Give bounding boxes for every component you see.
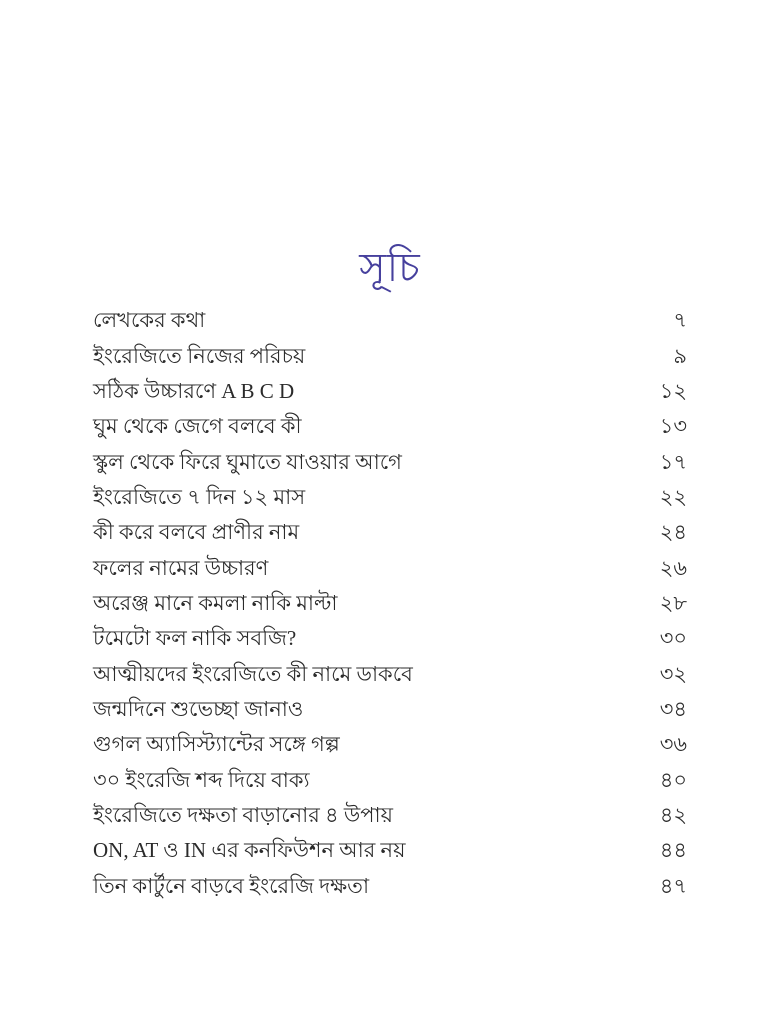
toc-entry-page: ১৩: [659, 414, 687, 439]
toc-entry-label: ইংরেজিতে নিজের পরিচয়: [93, 343, 306, 368]
toc-entry: [93, 551, 687, 586]
toc-entry: [93, 693, 687, 728]
toc-entry-page: ৭: [673, 308, 687, 333]
toc-entry-label: গুগল অ্যাসিস্ট্যান্টের সঙ্গে গল্প: [93, 732, 340, 757]
toc-entry-page: ৪০: [659, 767, 687, 792]
toc-entry-page: ৯: [673, 343, 687, 368]
page-title: সূচি: [359, 245, 421, 290]
toc-entry: [93, 587, 687, 622]
toc-entry-label: স্কুল থেকে ফিরে ঘুমাতে যাওয়ার আগে: [93, 449, 402, 474]
toc-entry-page: ২৬: [659, 555, 687, 580]
toc-entry: [93, 763, 687, 798]
toc-entry-page: ৪৭: [659, 873, 687, 898]
toc-entry-label: ৩০ ইংরেজি শব্দ দিয়ে বাক্য: [93, 767, 310, 792]
toc-entry-page: ৩৬: [659, 732, 687, 757]
toc-entry-page: ৩০: [659, 626, 687, 651]
toc-entry: [93, 657, 687, 692]
toc-entry-label: তিন কার্টুনে বাড়বে ইংরেজি দক্ষতা: [93, 873, 370, 898]
toc-entry-page: ৪২: [659, 802, 687, 827]
toc-entry-label: অরেঞ্জ মানে কমলা নাকি মাল্টা: [93, 590, 338, 615]
toc-entry: [93, 870, 687, 905]
toc-entry-label: জন্মদিনে শুভেচ্ছা জানাও: [93, 696, 304, 721]
toc-entry: [93, 445, 687, 480]
toc-entry-page: ২২: [659, 484, 687, 509]
toc-entry-label: ইংরেজিতে দক্ষতা বাড়ানোর ৪ উপায়: [93, 802, 394, 827]
toc-entry-label: কী করে বলবে প্রাণীর নাম: [93, 520, 300, 545]
toc-entry-page: ২৪: [659, 520, 687, 545]
toc-entry: [93, 339, 687, 374]
toc-entry-page: ২৮: [659, 590, 687, 615]
toc-entry: [93, 622, 687, 657]
toc-entry-label: লেখকের কথা: [93, 308, 206, 333]
toc-entry: [93, 304, 687, 339]
toc-entry-label: ইংরেজিতে ৭ দিন ১২ মাস: [93, 484, 306, 509]
toc-entry-label: টমেটো ফল নাকি সবজি?: [93, 626, 297, 651]
toc-entry-page: ৩৪: [659, 696, 687, 721]
toc-entry: [93, 410, 687, 445]
toc-entry-label: ফলের নামের উচ্চারণ: [93, 555, 269, 580]
toc-entry: [93, 799, 687, 834]
toc-entry: [93, 516, 687, 551]
toc-entry-page: ১২: [659, 378, 687, 403]
toc-entry-page: ৩২: [659, 661, 687, 686]
toc-entry-label: ON, AT ও IN এর কনফিউশন আর নয়: [93, 838, 406, 863]
toc-entry-page: ১৭: [659, 449, 687, 474]
toc-list: [93, 304, 687, 905]
toc-entry-label: ঘুম থেকে জেগে বলবে কী: [93, 414, 302, 439]
toc-entry: [93, 481, 687, 516]
toc-entry: [93, 834, 687, 869]
toc-entry-label: আত্মীয়দের ইংরেজিতে কী নামে ডাকবে: [93, 661, 413, 686]
toc-entry-label: সঠিক উচ্চারণে A B C D: [93, 378, 295, 403]
toc-entry: [93, 728, 687, 763]
toc-entry-page: ৪৪: [659, 838, 687, 863]
toc-entry: [93, 375, 687, 410]
